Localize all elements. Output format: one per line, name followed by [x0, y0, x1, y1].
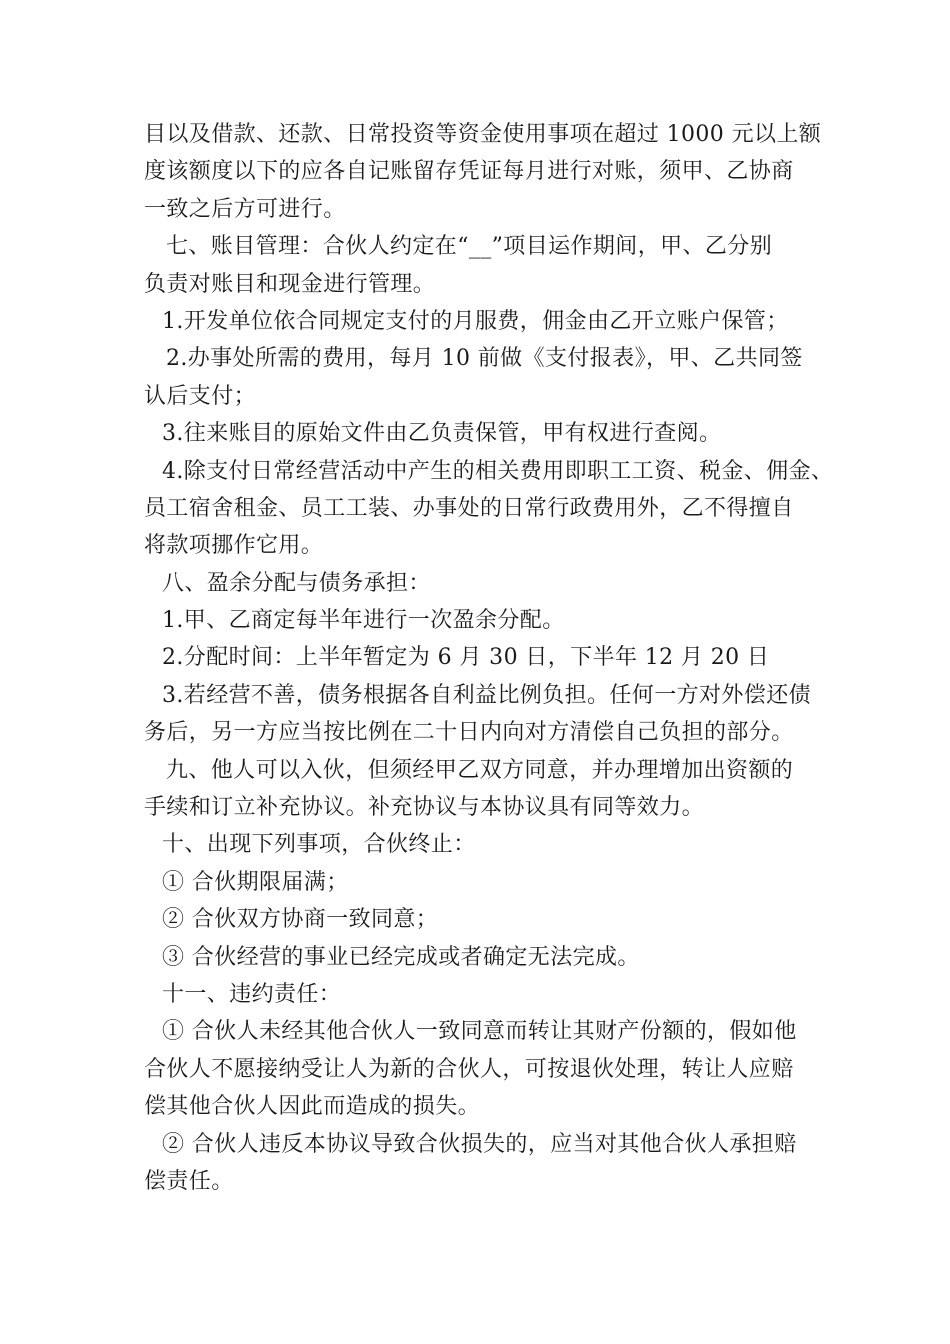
paragraph-line: 偿其他合伙人因此而造成的损失。	[144, 1094, 481, 1120]
document-body	[144, 116, 834, 1200]
list-item: 3.若经营不善，债务根据各自利益比例负担。任何一方对外偿还债	[162, 682, 811, 708]
list-item: 2.办事处所需的费用，每月 10 前做《支付报表》，甲、乙共同签	[166, 346, 803, 372]
list-item: 1.甲、乙商定每半年进行一次盈余分配。	[162, 608, 565, 634]
list-item: ③ 合伙经营的事业已经完成或者确定无法完成。	[162, 944, 640, 970]
list-item: ② 合伙双方协商一致同意；	[162, 907, 439, 933]
paragraph-line: 一致之后方可进行。	[144, 196, 346, 222]
list-item: 2.分配时间：上半年暂定为 6 月 30 日，下半年 12 月 20 日	[162, 645, 770, 671]
paragraph-line: 员工宿舍租金、员工工装、办事处的日常行政费用外，乙不得擅自	[144, 495, 794, 521]
paragraph-line: 务后，另一方应当按比例在二十日内向对方清偿自己负担的部分。	[144, 720, 794, 746]
paragraph-line: 偿责任。	[144, 1168, 234, 1194]
list-item: 4.除支付日常经营活动中产生的相关费用即职工工资、税金、佣金、	[162, 458, 834, 484]
section-heading-10: 十、出现下列事项，合伙终止：	[162, 832, 476, 858]
list-item: ① 合伙人未经其他合伙人一致同意而转让其财产份额的，假如他	[162, 1019, 797, 1045]
paragraph-line: 负责对账目和现金进行管理。	[144, 271, 436, 297]
section-heading-9: 九、他人可以入伙，但须经甲乙双方同意，并办理增加出资额的	[166, 757, 794, 783]
list-item: 3.往来账目的原始文件由乙负责保管，甲有权进行查阅。	[162, 421, 722, 447]
list-item: ① 合伙期限届满；	[162, 869, 349, 895]
section-heading-7: 七、账目管理：合伙人约定在“__”项目运作期间，甲、乙分别	[166, 234, 773, 260]
list-item: ② 合伙人违反本协议导致合伙损失的，应当对其他合伙人承担赔	[162, 1131, 797, 1157]
paragraph-line: 合伙人不愿接纳受让人为新的合伙人，可按退伙处理，转让人应赔	[144, 1056, 794, 1082]
paragraph-line: 度该额度以下的应各自记账留存凭证每月进行对账，须甲、乙协商	[144, 159, 794, 185]
paragraph-line: 认后支付；	[144, 383, 257, 409]
section-heading-11: 十一、违约责任：	[162, 981, 342, 1007]
paragraph-line: 手续和订立补充协议。补充协议与本协议具有同等效力。	[144, 795, 705, 821]
list-item: 1.开发单位依合同规定支付的月服费，佣金由乙开立账户保管；	[162, 308, 789, 334]
paragraph-line: 目以及借款、还款、日常投资等资金使用事项在超过 1000 元以上额	[144, 122, 822, 147]
paragraph-line: 将款项挪作它用。	[144, 533, 324, 559]
section-heading-8: 八、盈余分配与债务承担：	[162, 570, 431, 596]
